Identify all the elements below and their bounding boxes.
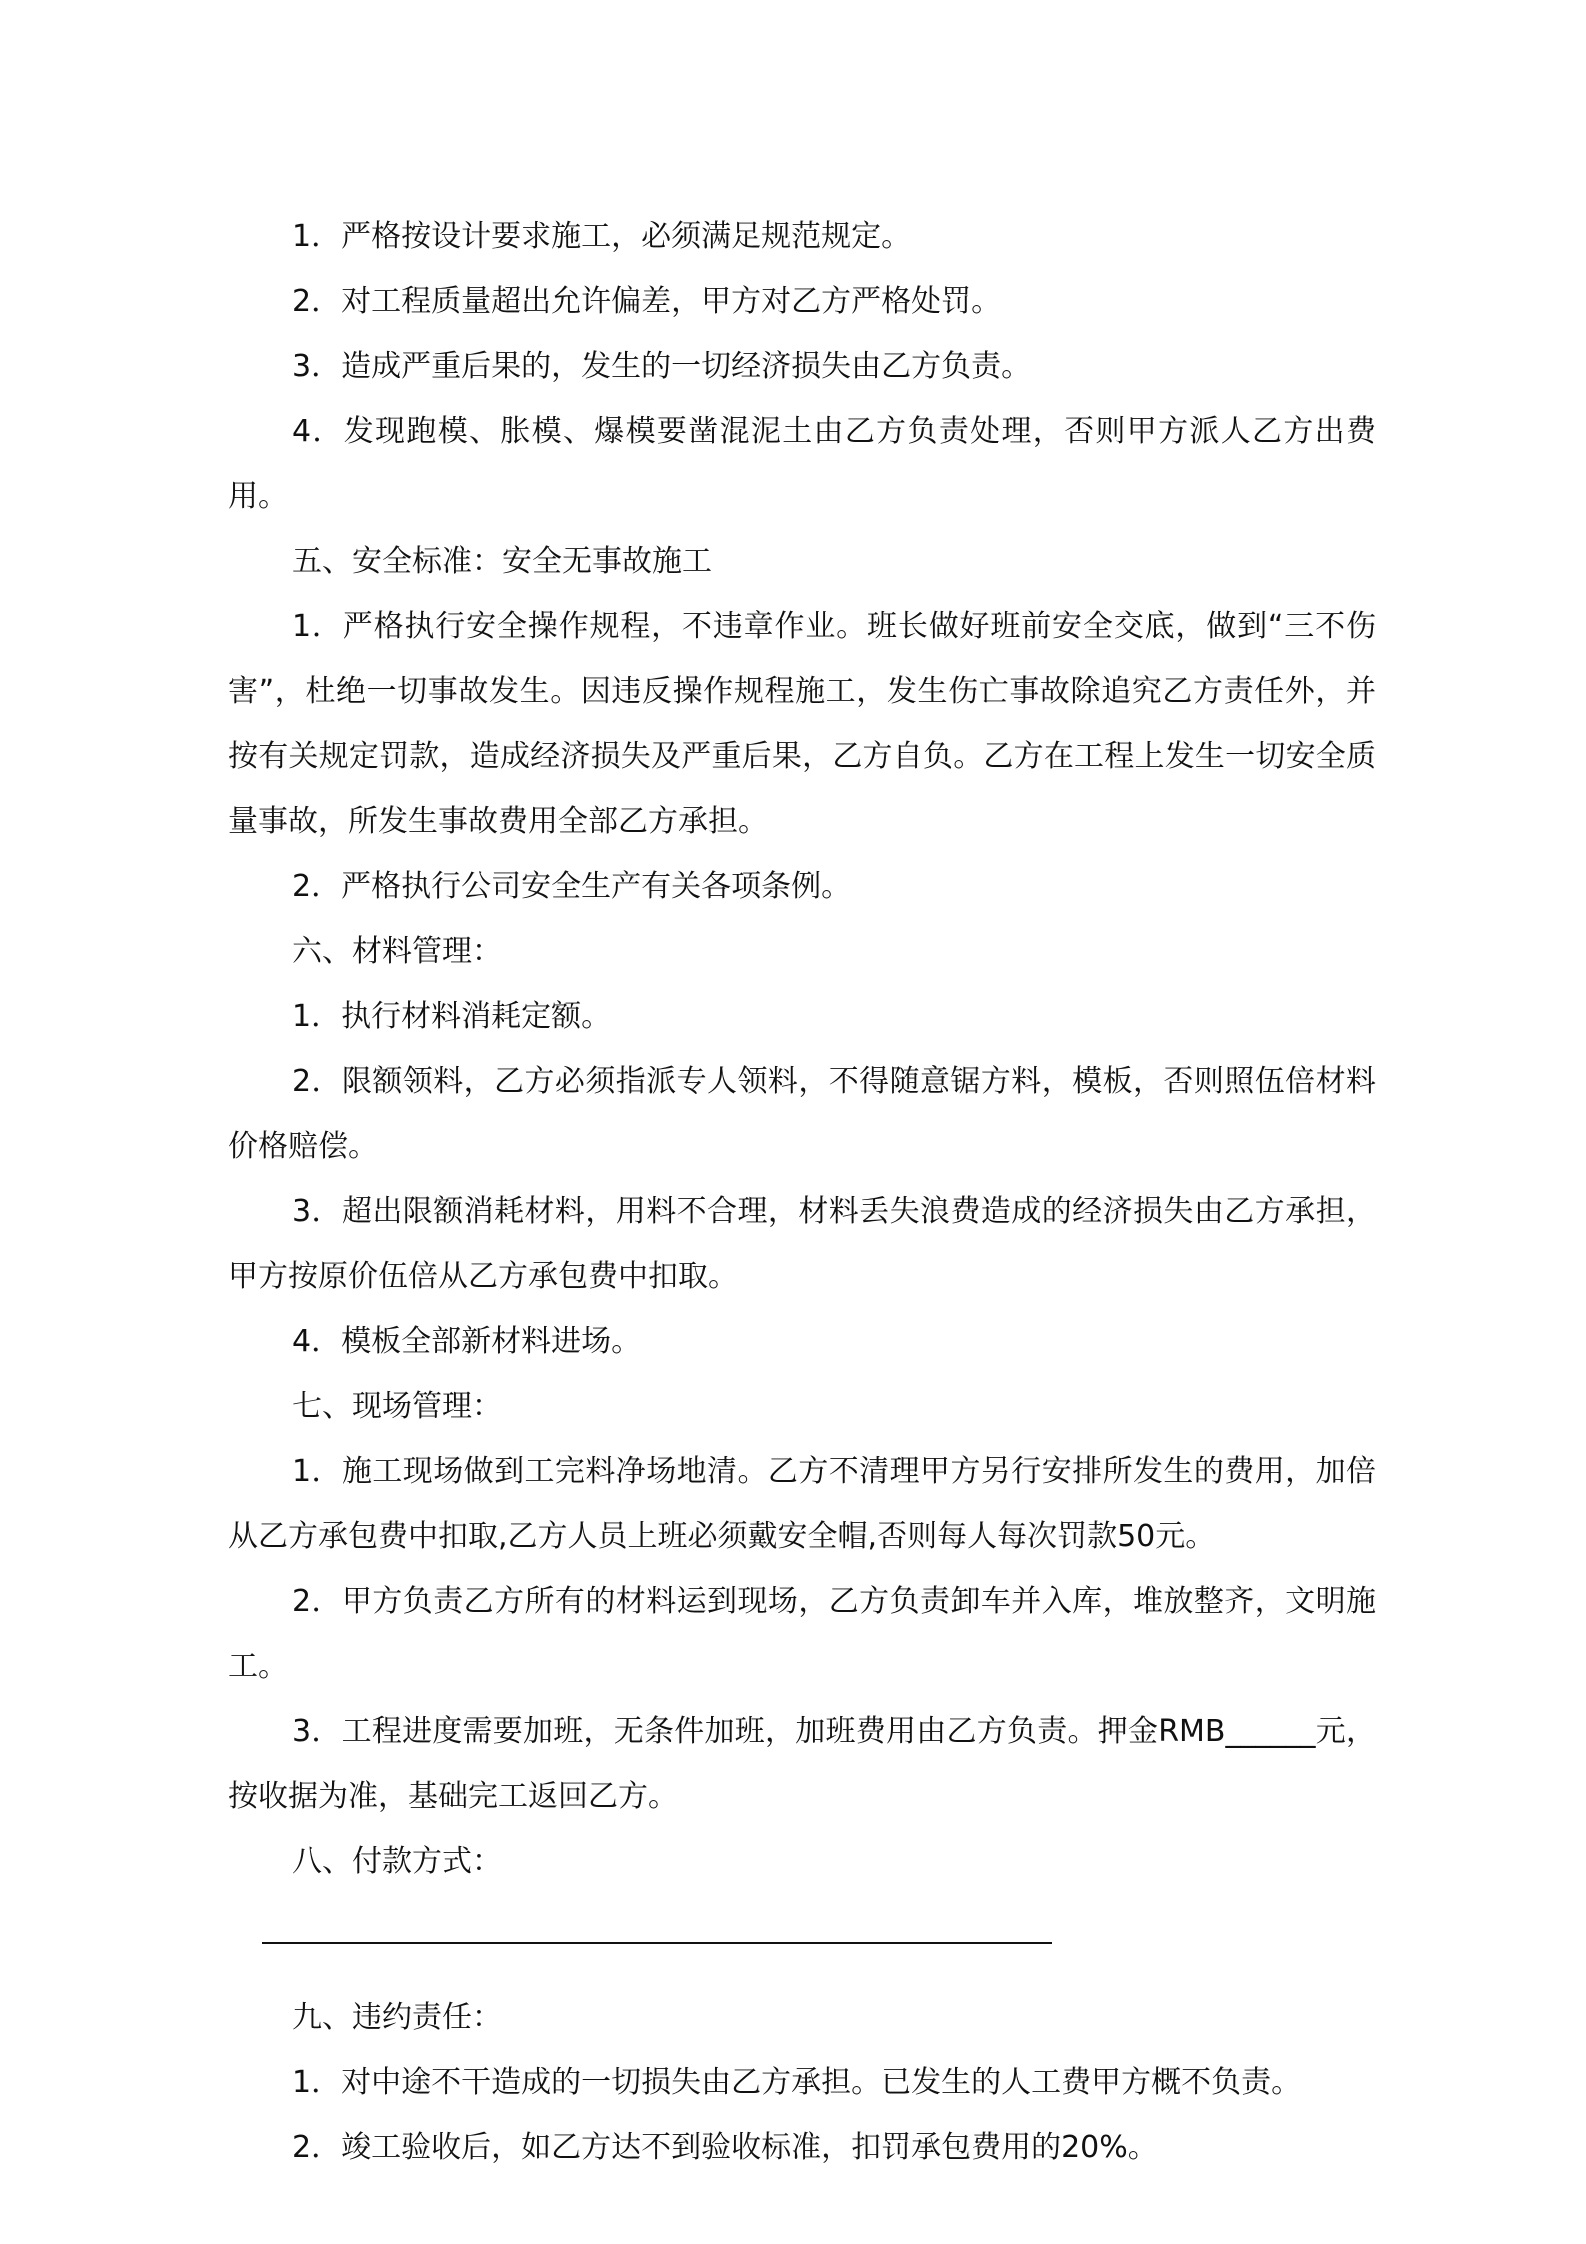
contract-paragraph: 九、违约责任：: [292, 2000, 502, 2035]
contract-paragraph: 八、付款方式：: [292, 1844, 502, 1879]
contract-paragraph: 1．执行材料消耗定额。: [292, 999, 612, 1034]
contract-paragraph: 七、现场管理：: [292, 1389, 502, 1424]
document-page: [228, 204, 1376, 2180]
contract-paragraph: 六、材料管理：: [292, 934, 502, 969]
contract-paragraph: 3．工程进度需要加班，无条件加班，加班费用由乙方负责。押金RMB______元，按收据为准，基础完工返回乙方。: [228, 1714, 1376, 1814]
contract-clauses-lower: [228, 1985, 1376, 2180]
contract-paragraph: 1．施工现场做到工完料净场地清。乙方不清理甲方另行安排所发生的费用，加倍从乙方承包费中扣取,乙方人员上班必须戴安全帽,否则每人每次罚款50元。: [228, 1454, 1376, 1554]
contract-clauses-upper: [228, 204, 1376, 1894]
contract-paragraph: 1．对中途不干造成的一切损失由乙方承担。已发生的人工费甲方概不负责。: [292, 2065, 1302, 2100]
contract-paragraph: 3．超出限额消耗材料，用料不合理，材料丢失浪费造成的经济损失由乙方承担，甲方按原价伍倍从乙方承包费中扣取。: [228, 1194, 1376, 1294]
contract-paragraph: 2．对工程质量超出允许偏差，甲方对乙方严格处罚。: [292, 284, 1002, 319]
contract-paragraph: 1．严格按设计要求施工，必须满足规范规定。: [292, 219, 912, 254]
contract-paragraph: 1．严格执行安全操作规程，不违章作业。班长做好班前安全交底，做到“三不伤害”，杜绝一切事故发生。因违反操作规程施工，发生伤亡事故除追究乙方责任外，并按有关规定罚款，造成经济损失及严重后果，乙方自负。乙方在工程上发生一切安全质量事故，所发生事故费用全部乙方承担。: [228, 609, 1376, 839]
contract-paragraph: 2．严格执行公司安全生产有关各项条例。: [292, 869, 852, 904]
contract-paragraph: 4．发现跑模、胀模、爆模要凿混泥土由乙方负责处理，否则甲方派人乙方出费用。: [228, 414, 1376, 514]
contract-paragraph: 2．竣工验收后，如乙方达不到验收标准，扣罚承包费用的20%。: [292, 2130, 1158, 2165]
contract-paragraph: 2．限额领料，乙方必须指派专人领料，不得随意锯方料，模板，否则照伍倍材料价格赔偿。: [228, 1064, 1376, 1164]
contract-paragraph: 2．甲方负责乙方所有的材料运到现场，乙方负责卸车并入库，堆放整齐，文明施工。: [228, 1584, 1376, 1684]
payment-blank-line: [262, 1942, 1052, 1944]
contract-paragraph: 五、安全标准：安全无事故施工: [292, 544, 712, 579]
contract-paragraph: 3．造成严重后果的，发生的一切经济损失由乙方负责。: [292, 349, 1032, 384]
contract-paragraph: 4．模板全部新材料进场。: [292, 1324, 642, 1359]
